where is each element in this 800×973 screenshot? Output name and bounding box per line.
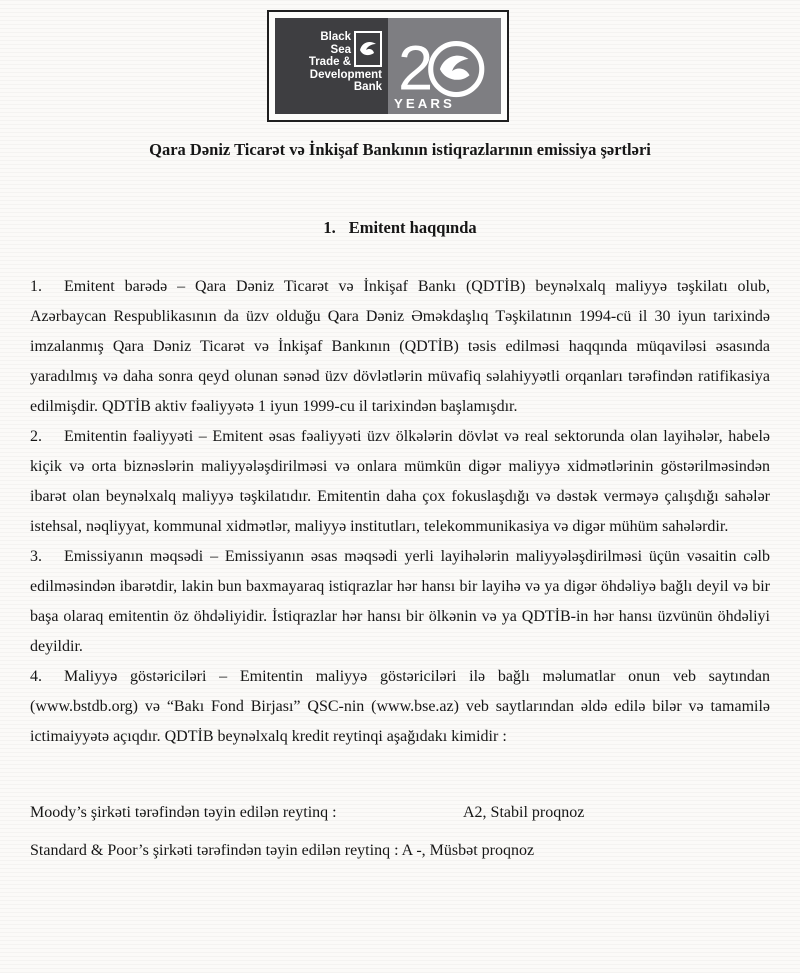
paragraph-emitent-barede bbox=[30, 272, 770, 422]
logo-text-line: Black bbox=[320, 31, 351, 43]
paragraph-text: Emitent barədə – Qara Dəniz Ticarət və İnkişaf Bankı (QDTİB) beynəlxalq maliyyə təşkilatı olub, Azərbaycan Respublikasının da üzv olduğu Qara Dəniz Əməkdaşlıq Təşkilatının 1994-cü il 30 iyun tarixində imzalanmış Qara Dəniz Ticarət və İnkişaf Bankının (QDTİB) təsis edilməsi haqqında müqaviləsi əsasında yaradılmış və daha sonra qeyd olunan sənəd üzv dövlətlərin müvafiq səlahiyyətli orqanları tərəfindən ratifikasiya edilmişdir. QDTİB aktiv fəaliyyətə 1 iyun 1999-cu il tarixindən başlamışdır. bbox=[30, 278, 770, 415]
rating-label: Standard & Poor’s şirkəti tərəfindən təyin edilən reytinq : bbox=[30, 842, 399, 859]
logo-text-line: Bank bbox=[353, 81, 382, 93]
bstdb-logo-left-panel bbox=[275, 18, 388, 114]
years-digit: 2 bbox=[398, 33, 434, 104]
document-title: Qara Dəniz Ticarət və İnkişaf Bankının istiqrazlarının emissiya şərtləri bbox=[149, 140, 651, 159]
zero-wave-icon bbox=[440, 56, 470, 80]
logo-text-line: Trade & bbox=[308, 56, 351, 68]
bstdb-logo bbox=[267, 10, 509, 122]
paragraph-number: 1. bbox=[30, 278, 42, 295]
paragraph-text: Emitentin fəaliyyəti – Emitent əsas fəaliyyəti üzv ölkələrin dövlət və real sektorunda olan layihələr, habelə kiçik və orta biznəslərin maliyyələşdirilməsi və onlara mümkün digər maliyyə xidmətlərinin göstərilməsindən ibarət olan beynəlxalq maliyyə təşkilatıdır. Emitentin daha çox fokuslaşdığı və dəstək verməyə çalışdığı sahələr istehsal, nəqliyyat, kommunal xidmətlər, maliyyə institutları, telekommunikasiya və digər mühüm sahələrdir. bbox=[30, 428, 770, 535]
paragraph-text: Emissiyanın məqsədi – Emissiyanın əsas məqsədi yerli layihələrin maliyyələşdirilməsi üçün vəsaitin cəlb edilməsindən ibarətdir, lakin bun baxmayaraq istiqrazlar hər hansı bir layihə və ya digər öhdəliyə bağlı deyil və bir başa olaraq emitentin öz öhdəliyidir. İstiqrazlar hər hansı bir ölkənin və ya QDTİB-in hər hansı üzvünün öhdəliyi deyildir. bbox=[30, 548, 770, 655]
paragraph-number: 2. bbox=[30, 428, 42, 445]
logo-text-line: Sea bbox=[330, 43, 351, 56]
section-number: 1. bbox=[323, 218, 336, 237]
wave-icon bbox=[354, 31, 382, 67]
rating-label: Moody’s şirkəti tərəfindən təyin edilən reytinq : bbox=[30, 804, 337, 821]
paragraph-text: Maliyyə göstəriciləri – Emitentin maliyyə göstəriciləri ilə bağlı məlumatlar onun veb saytından (www.bstdb.org) və “Bakı Fond Birjası” QSC-nin (www.bse.az) veb saytlarından əldə edilə bilər və tamamilə ictimaiyyətə açıqdır. QDTİB beynəlxalq kredit reytinqi aşağıdakı kimidir : bbox=[30, 668, 770, 745]
document-body bbox=[30, 272, 770, 866]
paragraph-maliyye-gostericileri bbox=[30, 662, 770, 752]
paragraph-number: 3. bbox=[30, 548, 42, 565]
logo-name-row bbox=[275, 31, 388, 69]
years-label: YEARS bbox=[393, 95, 455, 111]
section-title: Emitent haqqında bbox=[348, 218, 477, 237]
paragraph-number: 4. bbox=[30, 668, 42, 685]
rating-value: A -, Müsbət proqnoz bbox=[401, 842, 535, 859]
logo-text-line: Development bbox=[309, 68, 382, 81]
ratings-section bbox=[30, 798, 770, 866]
twenty-years-emblem bbox=[388, 18, 501, 114]
section-heading bbox=[0, 218, 800, 238]
rating-value: A2, Stabil proqnoz bbox=[463, 804, 585, 821]
paragraph-emissiyanin-meqsedi bbox=[30, 542, 770, 662]
rating-moodys bbox=[30, 798, 770, 828]
rating-standard-poors bbox=[30, 836, 770, 866]
paragraph-emitentin-fealiyyeti bbox=[30, 422, 770, 542]
bstdb-logo-inner bbox=[275, 18, 501, 114]
logo-name-lines bbox=[309, 31, 351, 69]
